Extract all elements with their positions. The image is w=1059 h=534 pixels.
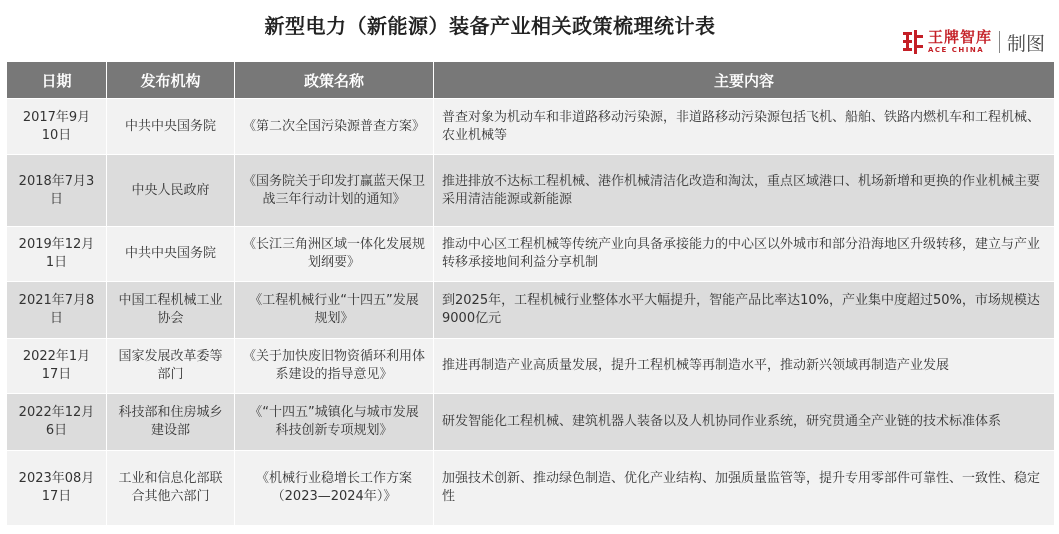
cell-policy-name: 《“十四五”城镇化与城市发展科技创新专项规划》 [235, 394, 434, 451]
cell-content: 推进再制造产业高质量发展，提升工程机械等再制造水平，推动新兴领域再制造产业发展 [434, 339, 1055, 394]
cell-date: 2022年12月6日 [7, 394, 107, 451]
cell-date: 2023年08月17日 [7, 451, 107, 526]
brand-name-en: ACE CHINA [927, 46, 985, 54]
table-row [7, 99, 1055, 155]
cell-content: 研发智能化工程机械、建筑机器人装备以及人机协同作业系统，研究贯通全产业链的技术标准体系 [434, 394, 1055, 451]
cell-org: 中共中央国务院 [107, 99, 235, 155]
cell-date: 2019年12月1日 [7, 227, 107, 282]
table-row [7, 451, 1055, 526]
brand-divider [999, 31, 1000, 53]
header-policy-name: 政策名称 [235, 62, 434, 99]
brand-name-cn: 王牌智库 [927, 28, 992, 46]
cell-content: 普查对象为机动车和非道路移动污染源，非道路移动污染源包括飞机、船舶、铁路内燃机车和工程机械、农业机械等 [434, 99, 1055, 155]
cell-org: 中国工程机械工业协会 [107, 282, 235, 339]
table-row [7, 339, 1055, 394]
table-row [7, 227, 1055, 282]
ace-china-logo-icon [902, 29, 924, 55]
cell-content: 加强技术创新、推动绿色制造、优化产业结构、加强质量监管等，提升专用零部件可靠性、一致性、稳定性 [434, 451, 1055, 526]
cell-org: 科技部和住房城乡建设部 [107, 394, 235, 451]
cell-content: 到2025年，工程机械行业整体水平大幅提升，智能产品比率达10%，产业集中度超过50%，市场规模达9000亿元 [434, 282, 1055, 339]
cell-org: 中央人民政府 [107, 155, 235, 227]
cell-policy-name: 《关于加快废旧物资循环利用体系建设的指导意见》 [235, 339, 434, 394]
cell-content: 推进排放不达标工程机械、港作机械清洁化改造和淘汰，重点区域港口、机场新增和更换的作业机械主要采用清洁能源或新能源 [434, 155, 1055, 227]
cell-policy-name: 《长江三角洲区域一体化发展规划纲要》 [235, 227, 434, 282]
page-title: 新型电力（新能源）装备产业相关政策梳理统计表 [264, 14, 716, 38]
cell-content: 推动中心区工程机械等传统产业向具备承接能力的中心区以外城市和部分沿海地区升级转移，建立与产业转移承接地间利益分享机制 [434, 227, 1055, 282]
cell-date: 2017年9月10日 [7, 99, 107, 155]
brand-logo [902, 26, 1045, 58]
table-row [7, 282, 1055, 339]
cell-org: 工业和信息化部联合其他六部门 [107, 451, 235, 526]
cell-date: 2022年1月17日 [7, 339, 107, 394]
header-date: 日期 [7, 62, 107, 99]
policy-table [6, 61, 1055, 526]
cell-org: 中共中央国务院 [107, 227, 235, 282]
cell-policy-name: 《国务院关于印发打赢蓝天保卫战三年行动计划的通知》 [235, 155, 434, 227]
cell-date: 2021年7月8日 [7, 282, 107, 339]
table-row [7, 155, 1055, 227]
table-row [7, 394, 1055, 451]
header-content: 主要内容 [434, 62, 1055, 99]
cell-date: 2018年7月3日 [7, 155, 107, 227]
header-org: 发布机构 [107, 62, 235, 99]
brand-suffix: 制图 [1006, 32, 1045, 55]
table-header-row [7, 62, 1055, 99]
cell-policy-name: 《第二次全国污染源普查方案》 [235, 99, 434, 155]
cell-policy-name: 《机械行业稳增长工作方案（2023—2024年）》 [235, 451, 434, 526]
cell-org: 国家发展改革委等部门 [107, 339, 235, 394]
cell-policy-name: 《工程机械行业“十四五”发展规划》 [235, 282, 434, 339]
